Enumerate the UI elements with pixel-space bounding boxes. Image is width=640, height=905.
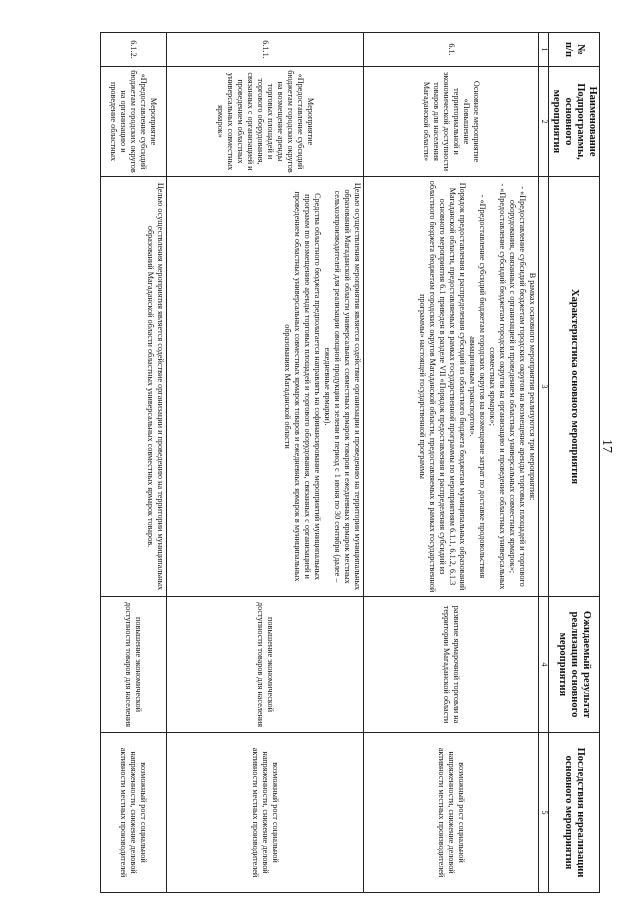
rotated-table-wrapper xyxy=(60,32,600,892)
table-row xyxy=(363,33,538,893)
column-number: 1 xyxy=(538,33,548,67)
column-number: 2 xyxy=(538,67,548,177)
measure-name: Основное мероприятие «Повышение территориальной и экономической доступности товаров для населения Магаданской области» xyxy=(363,67,538,177)
non-implementation-consequence: возможный рост социальной напряженности, снижение деловой активности местных производителей xyxy=(100,733,166,893)
page-number: 17 xyxy=(599,439,614,453)
column-number: 4 xyxy=(538,597,548,733)
measure-characteristic: Целью осуществления мероприятия является содействие организации и проведению на территории муниципальных образований Магаданской области универсальных совместных ярмарок товаров и ежедневных ярмарок местных сельхозпроизводителей для реализации овощной продукции и зелени в период с 1 июня по 30 сентября (далее – ежедневные ярмарки). Средства областного бюджета предполагается направлять на софинансирование мероприятий муниципальных программ по возмещению аренды торговых площадей и торгового оборудования, связанных с организацией и проведением областных универсальных совместных ярмарок товаров и ежедневных ярмарок в муниципальных образованиях Магаданской области xyxy=(166,177,363,597)
measure-characteristic: Целью осуществления мероприятия является содействие организации и проведению на территории муниципальных образований Магаданской области областных универсальных совместных ярмарок товаров. xyxy=(100,177,166,597)
column-number: 3 xyxy=(538,177,548,597)
header-result: Ожидаемый результат реализации основного мероприятия xyxy=(548,597,599,733)
expected-result: развитие ярмарочной торговли на территории Магаданской области xyxy=(363,597,538,733)
measure-name: Мероприятие «Предоставление субсидий бюджетам городских округов на возмещение аренды торговых площадей и торгового оборудования, связанных с организацией и проведением областных универсальных совместных ярмарок» xyxy=(166,67,363,177)
row-number: 6.1. xyxy=(363,33,538,67)
row-number: 6.1.1. xyxy=(166,33,363,67)
expected-result: повышение экономической доступности товаров для населения xyxy=(100,597,166,733)
header-characteristic: Характеристика основного мероприятия xyxy=(548,177,599,597)
expected-result: повышение экономической доступности товаров для населения xyxy=(166,597,363,733)
column-number-row xyxy=(538,33,548,893)
header-num: № п/п xyxy=(548,33,599,67)
header-name: Наименование Подпрограммы, основного мероприятия xyxy=(548,67,599,177)
non-implementation-consequence: возможный рост социальной напряженности, снижение деловой активности местных производителей xyxy=(363,733,538,893)
table-row xyxy=(166,33,363,893)
measure-characteristic: В рамках основного мероприятия реализуются три мероприятия: - «Предоставление субсидий бюджетам городских округов на возмещение аренды торговых площадей и торгового оборудования, связанных с организацией и проведением областных универсальных совместных ярмарок»; - «Предоставление субсидий бюджетам городских округов на организацию и проведение областных универсальных совместных ярмарок»; - «Предоставление субсидий бюджетам городских округов на возмещение затрат по доставке продовольствия авиационным транспортом». Порядок предоставления и распределения субсидий из областного бюджета бюджетам муниципальных образований Магаданской области, предоставляемых в рамках государственной программы по мероприятиям 6.1.1, 6.1.2, 6.1.3 основного мероприятия 6.1 приведен в разделе VII «Порядок предоставления и распределения субсидий из областного бюджета бюджетам городских округов Магаданской области, предоставляемых в рамках государственной программы» настоящей государственной программы xyxy=(363,177,538,597)
measure-name: Мероприятие «Предоставление субсидий бюджетам городских округов на организацию и проведение областных xyxy=(100,67,166,177)
row-number: 6.1.2. xyxy=(100,33,166,67)
non-implementation-consequence: возможный рост социальной напряженности, снижение деловой активности местных производителей xyxy=(166,733,363,893)
header-row xyxy=(548,33,599,893)
header-consequence: Последствия нереализации основного мероприятия xyxy=(548,733,599,893)
table-row xyxy=(100,33,166,893)
measures-table xyxy=(100,32,600,893)
column-number: 5 xyxy=(538,733,548,893)
